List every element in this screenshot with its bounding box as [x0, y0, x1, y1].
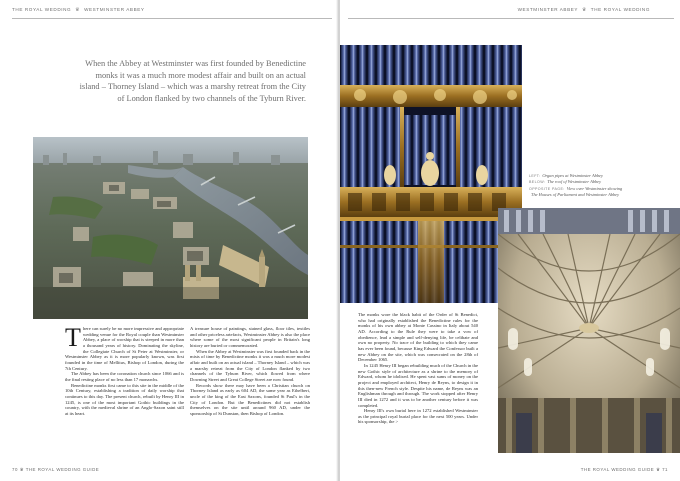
caption-text: The roof of Westminster Abbey: [547, 179, 602, 185]
paragraph: Records show there may have been a Christian church on Thorney Island as early as 604 AD, the same year as Ethelbert, uncle of the king of the East Saxons, founded St Paul's in the City of London. But the Benedictines did not establish themselves on the site until around 960 AD, under the sponsorship of St Dunstan, then Bishop of London.: [190, 382, 310, 416]
paragraph: When the Abbey at Westminster was first founded back in the mists of time by Benedictine monks it was a much more modest affair and built on an actual island – Thorney Island – which was a marshy retreat from the City of London flanked by two channels of the Tyburn River, which flowed from where Downing Street and Great College Street are now found.: [190, 348, 310, 382]
running-head-subsection: THE ROYAL WEDDING: [590, 7, 650, 12]
aerial-photo-westminster: [33, 137, 308, 319]
header-rule: [12, 18, 332, 19]
caption-line: [529, 192, 669, 198]
page-number: 70: [12, 467, 18, 472]
paragraph: Benedictine monks first came to this site in the middle of the 10th Century, establishing a tradition of daily worship that continues to this day. The present church, rebuilt by Henry III in 1245, is one of the most important Gothic buildings in the country, with the medieval shrine of an Anglo-Saxon saint still at its heart.: [65, 382, 184, 416]
folio-right: [581, 467, 668, 473]
folio-left: [12, 467, 99, 473]
abbey-roof-photo: [498, 208, 680, 453]
paragraph: [65, 323, 184, 371]
paragraph: A treasure house of paintings, stained glass, floor tiles, textiles and other priceless artefacts, Westminster Abbey is also the place where some of the most significant people in Britain's long history are buried or commemorated.: [190, 326, 310, 348]
paragraph: The Abbey has been the coronation church since 1066 and is the final resting place of no less than 17 monarchs.: [65, 371, 184, 382]
page-number: 71: [662, 467, 668, 472]
running-head-section: THE ROYAL WEDDING: [12, 7, 72, 12]
caption-text: Organ pipes at Westminster Abbey: [542, 173, 603, 178]
caption-label: LEFT:: [529, 174, 541, 178]
body-column-2: [190, 326, 310, 417]
running-head-left: [12, 7, 145, 13]
crown-icon: ♛: [581, 7, 587, 13]
caption-label: BELOW:: [529, 180, 546, 185]
body-column-3: [358, 312, 478, 425]
body-column-1: [65, 323, 184, 417]
paragraph: Henry III's own burial here in 1272 established Westminster as the principal royal burial place for the next 500 years. Under his sponsorship, the >: [358, 408, 478, 425]
paragraph-text: here can surely be no more impressive and appropriate wedding venue for the Royal couple than Westminster Abbey, a place of worship that is steeped in more than a thousand years of history. Dominating the skyline, the Collegiate Church of St Peter at Westminster, or Westminster Abbey as it is more popularly known, was first founded in the time of Mellitus, Bishop of London, during the 7th Century.: [65, 326, 184, 371]
caption-text: View over Westminster showing: [566, 185, 623, 191]
right-page: [340, 0, 680, 481]
vault-photo-graphic: [498, 208, 680, 453]
aerial-photo-graphic: [33, 137, 308, 319]
caption-text: The Houses of Parliament and Westminster Abbey: [531, 191, 620, 197]
running-head-right: [518, 7, 650, 13]
image-caption: [529, 173, 669, 198]
drop-cap: T: [65, 323, 81, 352]
caption-label: OPPOSITE PAGE:: [529, 186, 565, 191]
pull-quote: When the Abbey at Westminster was first founded by Benedictine monks it was a much more modest affair and built on an actual island – Thorney Island – which was a marshy retreat from the City of London flanked by two channels of the Tyburn River.: [79, 59, 306, 103]
left-page: [0, 0, 338, 481]
crown-icon: ♛: [655, 467, 661, 472]
crown-icon: ♛: [19, 467, 25, 472]
organ-photo-graphic: [340, 45, 522, 303]
crown-icon: ♛: [75, 7, 81, 13]
paragraph: In 1245 Henry III began rebuilding much of the Church in the new Gothic style of architecture as a shrine to the memory of Edward, whom he idolised. He spent vast sums of money on the project and employed architect, Henry de Reyns, to design it in this then-new French style. Despite his name, de Reyns was an Englishman through and through. The work stopped after Henry III died in 1272 and it was to be another century before it was completed.: [358, 362, 478, 408]
organ-pipes-photo: [340, 45, 522, 303]
folio-title: THE ROYAL WEDDING GUIDE: [25, 467, 100, 472]
running-head-subsection: WESTMINSTER ABBEY: [84, 7, 145, 12]
paragraph: The monks wore the black habit of the Order of St Benedict, who had originally established the Benedictine rules for the monks of his own abbey at Monte Cassino in Italy about 540 AD. According to the Rule they were to take a vow of obedience, lead a simple and self-denying life, be celibate and own no property. No trace of the building to which they came has ever been found, because King Edward the Confessor built a new Abbey on the site, which was consecrated on the 28th of December 1065.: [358, 312, 478, 363]
running-head-section: WESTMINSTER ABBEY: [517, 7, 579, 12]
header-rule: [348, 18, 674, 19]
folio-title: THE ROYAL WEDDING GUIDE: [580, 467, 655, 472]
